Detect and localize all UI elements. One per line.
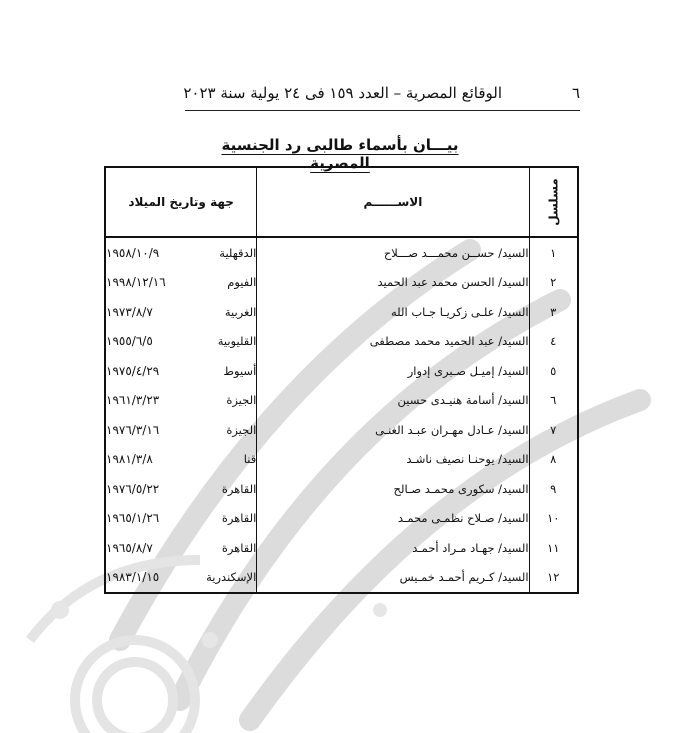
row-name: السيد/ حســن محمـــد صـــلاح [257,237,529,268]
row-serial: ١٠ [529,504,578,534]
birth-place: الجيزة [226,422,257,437]
page-header [185,84,580,106]
birth-place: قنا [243,452,257,467]
row-serial: ٢ [529,268,578,298]
table-row [105,356,578,386]
row-serial: ٤ [529,327,578,357]
row-serial: ١٢ [529,563,578,594]
row-birth [105,533,257,563]
table-row [105,386,578,416]
birth-date: ١٩٧٥/٤/٢٩ [106,363,160,378]
row-name: السيد/ يوحنـا نصيف ناشـد [257,445,529,475]
row-birth [105,237,257,268]
row-serial: ٥ [529,356,578,386]
birth-place: الغربية [224,304,257,319]
row-serial: ٦ [529,386,578,416]
row-name: السيد/ علـى زكريـا جـاب الله [257,297,529,327]
table-body [105,237,578,593]
birth-place: الجيزة [226,393,257,408]
row-name: السيد/ إميـل صـبرى إدوار [257,356,529,386]
row-name: السيد/ أسامة هنيـدى حسين [257,386,529,416]
row-birth [105,504,257,534]
birth-date: ١٩٨١/٣/٨ [106,452,153,467]
birth-place: الفيوم [227,275,257,290]
row-name: السيد/ جهـاد مـراد أحمـد [257,533,529,563]
row-birth [105,356,257,386]
serial-header-label: مسلسل [546,178,561,226]
header-divider [185,110,580,111]
row-birth [105,327,257,357]
table-row [105,268,578,298]
birth-date: ١٩٧٦/٣/١٦ [106,422,160,437]
birth-date: ١٩٦٥/١/٢٦ [106,511,160,526]
row-serial: ١ [529,237,578,268]
birth-place: القاهرة [221,481,257,496]
table-row [105,327,578,357]
birth-date: ١٩٧٦/٥/٢٢ [106,481,160,496]
name-column-header: الاســــــم [257,167,529,237]
row-serial: ٧ [529,415,578,445]
row-birth [105,415,257,445]
row-serial: ٣ [529,297,578,327]
birth-place: الدقهلية [219,245,257,260]
row-birth [105,297,257,327]
birth-column-header: جهة وتاريخ الميلاد [105,167,257,237]
table-row [105,297,578,327]
table-row [105,415,578,445]
row-name: السيد/ عـادل مهـران عبـد الغنـى [257,415,529,445]
row-name: السيد/ الحسن محمد عبد الحميد [257,268,529,298]
table-row [105,445,578,475]
birth-place: أسيوط [223,363,257,378]
row-serial: ٩ [529,474,578,504]
row-birth [105,445,257,475]
row-name: السيد/ عبد الحميد محمد مصطفى [257,327,529,357]
birth-place: القاهرة [221,540,257,555]
row-name: السيد/ صـلاح نظمـى محمـد [257,504,529,534]
table-row [105,474,578,504]
row-birth [105,563,257,594]
birth-place: الإسكندرية [206,570,257,585]
birth-date: ١٩٦١/٣/٢٣ [106,393,160,408]
row-birth [105,268,257,298]
birth-date: ١٩٩٨/١٢/١٦ [106,275,166,290]
table-row [105,237,578,268]
row-birth [105,474,257,504]
row-serial: ١١ [529,533,578,563]
table-row [105,504,578,534]
table-row [105,533,578,563]
names-table [104,166,579,594]
birth-date: ١٩٧٣/٨/٧ [106,304,153,319]
row-birth [105,386,257,416]
table-header-row [105,167,578,237]
serial-column-header [529,167,578,237]
row-name: السيد/ سكورى محمـد صـالح [257,474,529,504]
birth-date: ١٩٥٨/١٠/٩ [106,245,160,260]
running-title: الوقائع المصرية – العدد ١٥٩ فى ٢٤ يولية سنة ٢٠٢٣ [183,84,502,102]
row-name: السيد/ كـريم أحمـد خمـيس [257,563,529,594]
birth-date: ١٩٥٥/٦/٥ [106,334,153,349]
document-title: بيـــان بأسماء طالبى رد الجنسية المصرية [221,136,459,172]
page-number: ٦ [571,84,580,102]
table-row [105,563,578,594]
birth-date: ١٩٨٣/١/١٥ [106,570,160,585]
row-serial: ٨ [529,445,578,475]
birth-date: ١٩٦٥/٨/٧ [106,540,153,555]
birth-place: القليوبية [217,334,257,349]
birth-place: القاهرة [221,511,257,526]
